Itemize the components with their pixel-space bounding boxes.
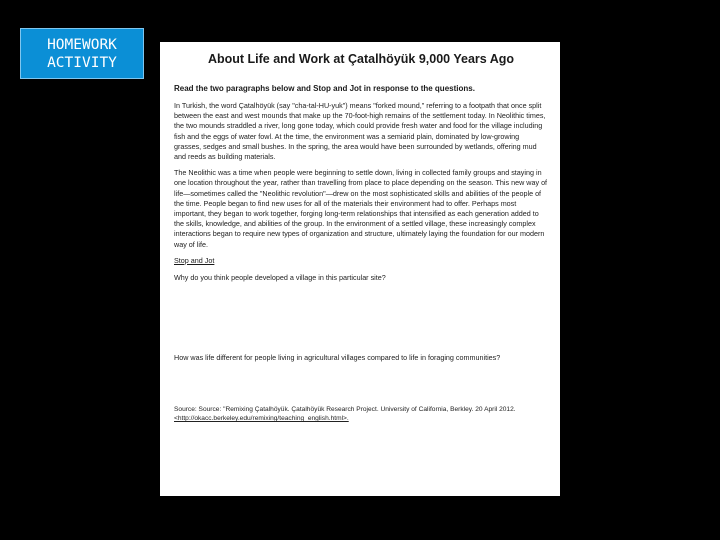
stop-and-jot-heading: Stop and Jot (174, 255, 215, 265)
badge-line-1: HOMEWORK (47, 36, 117, 53)
instructions: Read the two paragraphs below and Stop and Jot in response to the questions. (174, 84, 475, 93)
paragraph-2: The Neolithic was a time when people were beginning to settle down, living in collected family groups and staying in one location throughout the year, rather than travelling from place to place depending on the season. This new way of life—sometimes called the "Neolithic revolution"—drew on the most sophisticated skills and abilities of the people of the time. People began to find new uses for all of the materials their environment had to offer. Perhaps most important, they began to work together, forging long-term relationships that intensified as each generation added to the skills, knowledge, and abilities of the group. In the environment of a settled village, these increasingly complex interactions began to require new types of organization and structure, ultimately laying the foundation for our modern way of life. (174, 168, 548, 249)
source-citation (174, 405, 548, 424)
source-link[interactable]: <http://okacc.berkeley.edu/remixing/teaching_english.html>. (174, 415, 349, 423)
question-2: How was life different for people living in agricultural villages compared to life in foraging communities? (174, 352, 501, 362)
worksheet-page (160, 42, 560, 496)
homework-activity-badge (20, 28, 144, 79)
paragraph-1: In Turkish, the word Çatalhöyük (say "cha-tal-HU-yuk") means "forked mound," referring to a footpath that once split between the east and west mounds that make up the 70-foot-high remains of the settlement today. In Neolithic times, the two mounds straddled a river, long gone today, which could provide fresh water and food for the village including fish and the eggs of water fowl. At the time, the environment was a semiarid plain, dominated by low-growing grasses, sedges and small bushes. In the spring, the area would have been surrounded by wetlands, offering mud and reeds as building materials. (174, 101, 546, 162)
document-title: About Life and Work at Çatalhöyük 9,000 Years Ago (207, 52, 515, 66)
question-1: Why do you think people developed a village in this particular site? (174, 272, 386, 282)
badge-line-2: ACTIVITY (47, 54, 117, 71)
source-text: Source: Source: "Remixing Çatalhöyük. Çatalhöyük Research Project. University of California, Berkley. 20 April 2012. (174, 405, 516, 413)
